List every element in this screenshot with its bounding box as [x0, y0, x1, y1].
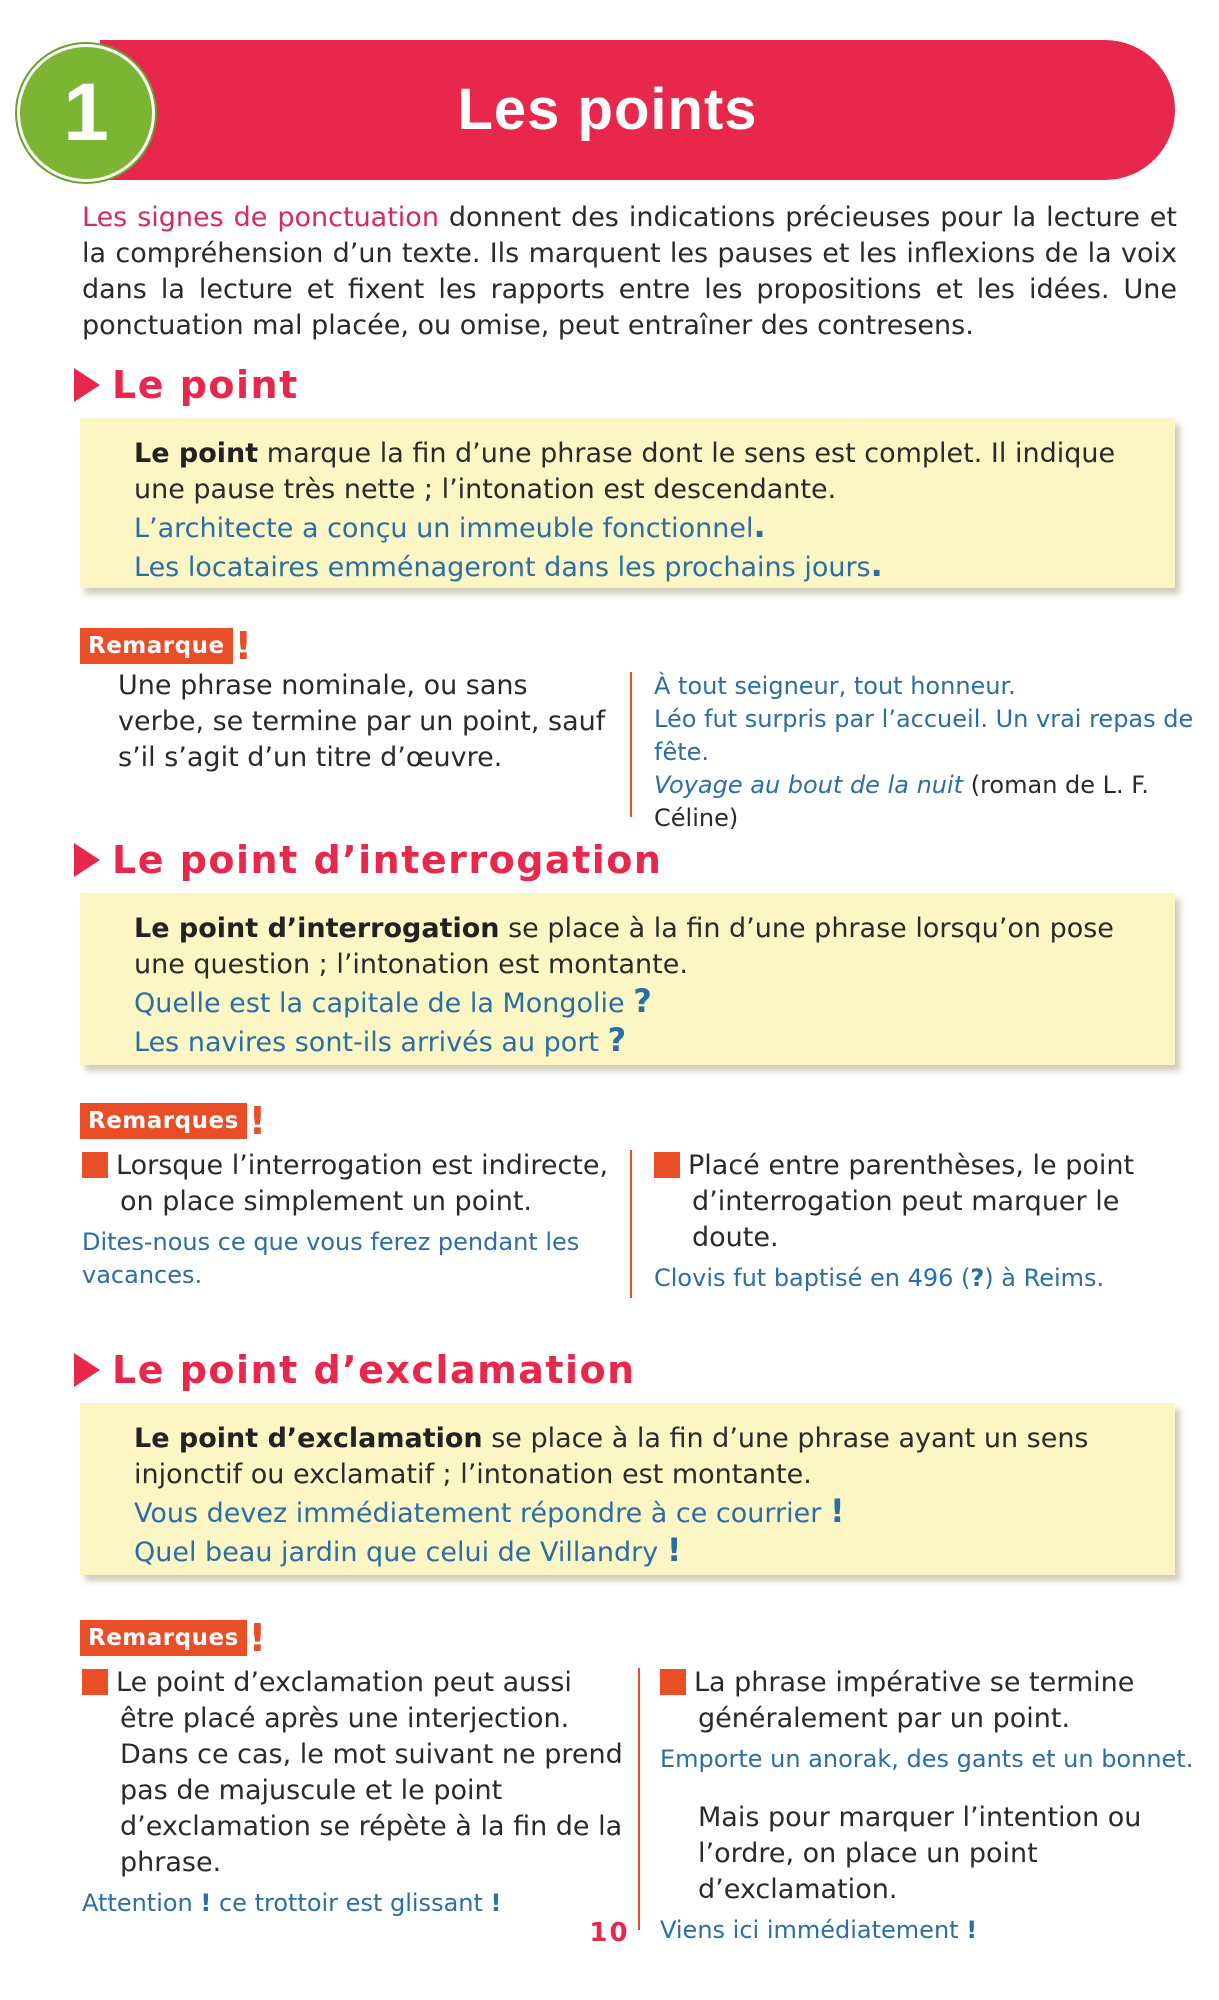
example-text: Quelle est la capitale de la Mongolie	[134, 988, 634, 1019]
example-text: Viens ici immédiatement	[660, 1916, 967, 1944]
remark-item-text	[647, 1665, 1200, 1737]
remarks-label	[80, 1616, 267, 1660]
example-text: Quel beau jardin que celui de Villandry	[134, 1537, 667, 1568]
example-mark: .	[753, 507, 766, 545]
rule-description: se place à la fin d’une phrase lorsqu’on pose une question ; l’intonation est montante.	[134, 913, 1114, 980]
example-mark: !	[200, 1889, 212, 1917]
remark-left-column	[118, 668, 618, 776]
example-mark: ?	[633, 982, 652, 1020]
section-heading-text: Le point d’exclamation	[112, 1348, 636, 1392]
column-divider	[638, 1668, 640, 1930]
remarks-label	[80, 1099, 267, 1143]
chapter-header-bar	[100, 40, 1175, 180]
remark-item-text	[69, 1665, 632, 1881]
remark-label-text: Remarques	[88, 1625, 239, 1651]
example-sentence	[134, 508, 1133, 547]
example-sentence	[134, 983, 1133, 1022]
remark-text: Le point d’exclamation peut aussi être placé après une interjection. Dans ce cas, le mot suivant ne prend pas de majuscule et le point d’exclamation se répète à la fin de la phrase.	[116, 1667, 623, 1878]
column-divider	[630, 672, 632, 817]
number-badge: 1	[82, 1669, 108, 1695]
exclamation-icon: !	[248, 1099, 267, 1143]
remark-example: À tout seigneur, tout honneur.	[654, 672, 1016, 700]
book-title: Voyage au bout de la nuit	[654, 771, 964, 799]
exclamation-icon: !	[248, 1616, 267, 1660]
example-sentence	[134, 1493, 1133, 1532]
remark-text: Lorsque l’interrogation est indirecte, on place simplement un point.	[116, 1150, 609, 1217]
chapter-number-badge: 1	[17, 44, 155, 182]
rule-term: Le point	[134, 438, 259, 469]
remark-item-text	[641, 1148, 1154, 1256]
remark-label	[80, 624, 253, 668]
remark-text: Une phrase nominale, ou sans verbe, se termine par un point, sauf s’il s’agit d’un titre d’œuvre.	[118, 670, 606, 773]
example-text: L’architecte a conçu un immeuble fonctionnel	[134, 513, 754, 544]
column-divider	[630, 1150, 632, 1298]
remark-example	[82, 1887, 632, 1920]
arrow-icon	[74, 843, 100, 877]
example-text: Clovis fut baptisé en 496 (	[654, 1264, 971, 1292]
rule-box-interrogation	[80, 893, 1175, 1065]
example-mark: !	[666, 1531, 682, 1569]
section-heading-text: Le point	[112, 363, 299, 407]
rule-text	[134, 1421, 1133, 1493]
remark-label-text: Remarque	[88, 633, 225, 659]
remark-item-2	[641, 1148, 1154, 1295]
example-text: Vous devez immédiatement répondre à ce courrier	[134, 1498, 830, 1529]
example-text: ce trottoir est glissant	[211, 1889, 491, 1917]
remark-title-example	[654, 769, 1194, 835]
example-mark: !	[490, 1889, 502, 1917]
example-sentence	[134, 547, 1133, 586]
example-text: Les locataires emménageront dans les prochains jours	[134, 552, 871, 583]
arrow-icon	[74, 1353, 100, 1387]
example-text: Attention	[82, 1889, 201, 1917]
example-mark: !	[966, 1916, 978, 1944]
number-badge: 2	[654, 1152, 680, 1178]
example-mark: !	[829, 1492, 845, 1530]
example-mark: ?	[970, 1264, 985, 1292]
remark-right-column	[654, 670, 1194, 835]
remark-label-text: Remarques	[88, 1108, 239, 1134]
remark-example	[654, 1262, 1154, 1295]
rule-description: se place à la fin d’une phrase ayant un sens injonctif ou exclamatif ; l’intonation est montante.	[134, 1423, 1089, 1490]
example-text: Les navires sont-ils arrivés au port	[134, 1027, 608, 1058]
remark-text: La phrase impérative se termine généralement par un point.	[694, 1667, 1135, 1734]
chapter-title: Les points	[457, 77, 758, 142]
remark-example: Léo fut surpris par l’accueil. Un vrai repas de fête.	[654, 705, 1194, 766]
example-text: ) à Reims.	[984, 1264, 1105, 1292]
number-badge: 1	[82, 1152, 108, 1178]
remark-item-2	[647, 1665, 1200, 1947]
intro-text: donnent des indications précieuses pour la lecture et la compréhension d’un texte. Ils marquent les pauses et les inflexions de la voix dans la lecture et fixent les rapports entre les propositions et les idées. Une ponctuation mal placée, ou omise, peut entraîner des contresens.	[82, 202, 1178, 341]
example-mark: .	[870, 546, 883, 584]
example-sentence	[134, 1022, 1133, 1061]
exclamation-icon: !	[234, 624, 253, 668]
book-author: (roman de L. F. Céline)	[654, 771, 1149, 832]
remark-item-1	[69, 1665, 632, 1920]
intro-paragraph	[82, 200, 1177, 344]
number-badge: 2	[660, 1669, 686, 1695]
rule-box-exclamation	[80, 1403, 1175, 1575]
section-heading-exclamation	[74, 1345, 636, 1395]
rule-text	[134, 436, 1133, 508]
rule-box-point	[80, 418, 1175, 588]
rule-description: marque la fin d’une phrase dont le sens est complet. Il indique une pause très nette ; l’intonation est descendante.	[134, 438, 1116, 505]
remark-text: Placé entre parenthèses, le point d’interrogation peut marquer le doute.	[688, 1150, 1135, 1253]
rule-term: Le point d’interrogation	[134, 913, 500, 944]
arrow-icon	[74, 368, 100, 402]
rule-term: Le point d’exclamation	[134, 1423, 483, 1454]
remark-item-text	[69, 1148, 622, 1220]
section-heading-text: Le point d’interrogation	[112, 838, 663, 882]
page-number: 10	[589, 1918, 630, 1948]
remark-text-2: Mais pour marquer l’intention ou l’ordre, on place un point d’exclamation.	[698, 1802, 1142, 1905]
remark-example: Emporte un anorak, des gants et un bonnet.	[660, 1745, 1194, 1773]
remark-item-1	[69, 1148, 622, 1292]
rule-text	[134, 911, 1133, 983]
example-sentence	[134, 1532, 1133, 1571]
example-mark: ?	[607, 1021, 627, 1059]
intro-highlight: Les signes de ponctuation	[82, 202, 439, 233]
remark-example: Dites-nous ce que vous ferez pendant les vacances.	[82, 1228, 580, 1289]
section-heading-point	[74, 360, 299, 410]
section-heading-interrogation	[74, 835, 662, 885]
